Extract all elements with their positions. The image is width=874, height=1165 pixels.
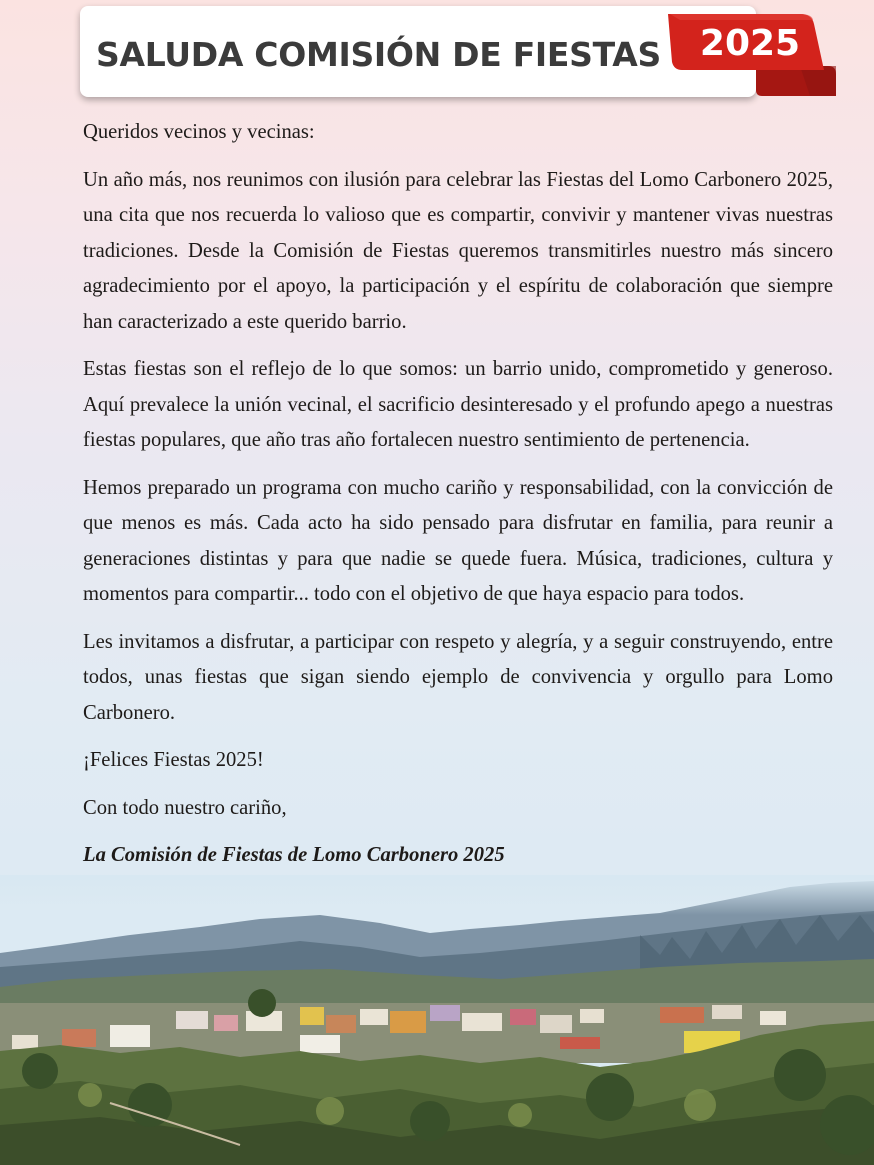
- paragraph-1: Un año más, nos reunimos con ilusión para celebrar las Fiestas del Lomo Carbonero 2025, una cita que nos recuerda lo valioso que es compartir, convivir y mantener vivas nuestras tradiciones. Desde la Comisión de Fiestas queremos transmitirles nuestro más sincero agradecimiento por el apoyo, la participación y el espíritu de colaboración que siempre han caracterizado a este querido barrio.: [83, 168, 833, 333]
- page-title: SALUDA COMISIÓN DE FIESTAS: [96, 35, 661, 74]
- year-label: 2025: [699, 23, 801, 64]
- village-landscape-image: [0, 875, 874, 1165]
- header-banner: [80, 6, 756, 97]
- greeting: Queridos vecinos y vecinas:: [83, 121, 315, 143]
- paragraph-3: Hemos preparado un programa con mucho cariño y responsabilidad, con la convicción de que menos es más. Cada acto ha sido pensado para disfrutar en familia, para reunir a generaciones distintas y para que nadie se quede fuera. Música, tradiciones, cultura y momentos para compartir... todo con el objetivo de que haya espacio para todos.: [83, 476, 833, 605]
- signature: La Comisión de Fiestas de Lomo Carbonero 2025: [83, 844, 505, 866]
- wish-line: ¡Felices Fiestas 2025!: [83, 749, 264, 771]
- paragraph-2: Estas fiestas son el reflejo de lo que somos: un barrio unido, comprometido y generoso. Aquí prevalece la unión vecinal, el sacrificio desinteresado y el profundo apego a nuestras fiestas populares, que año tras año fortalecen nuestro sentimiento de pertenencia.: [83, 358, 833, 451]
- paragraph-4: Les invitamos a disfrutar, a participar con respeto y alegría, y a seguir construyendo, entre todos, unas fiestas que sigan siendo ejemplo de convivencia y orgullo para Lomo Carbonero.: [83, 630, 833, 724]
- landscape-illustration: [0, 875, 874, 1165]
- year-ribbon: [660, 14, 836, 100]
- letter-body: [83, 115, 833, 886]
- closing-line: Con todo nuestro cariño,: [83, 796, 287, 819]
